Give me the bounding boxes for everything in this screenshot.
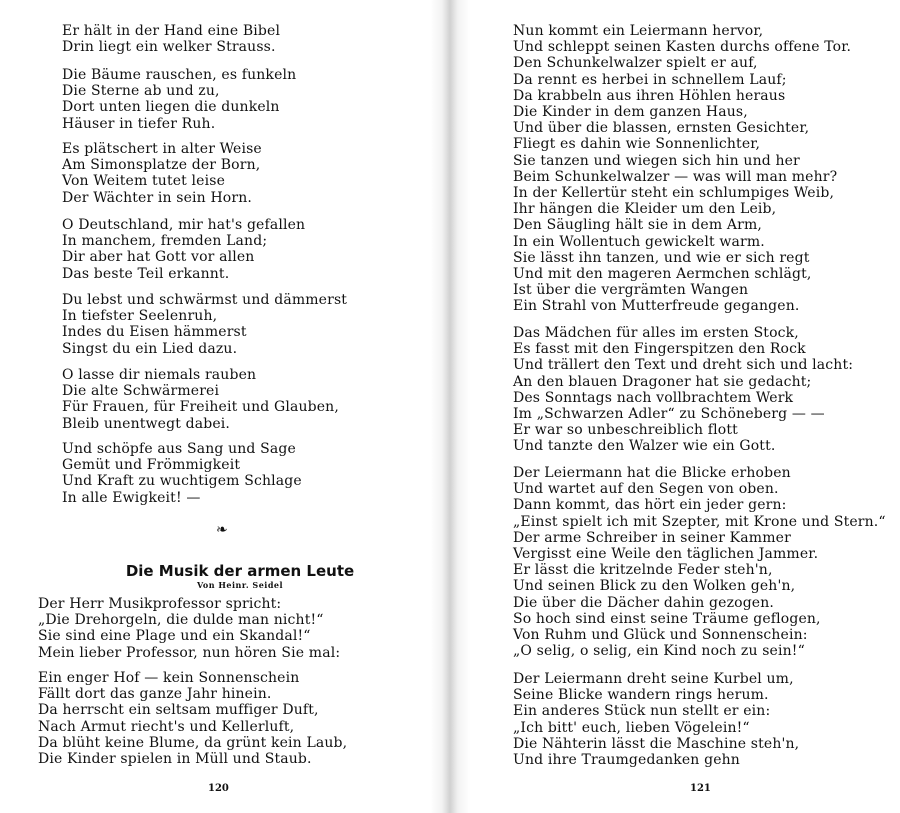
stanza bbox=[62, 367, 339, 432]
verse-line: Die Bäume rauschen, es funkeln bbox=[62, 67, 297, 83]
verse-line: Und schleppt seinen Kasten durchs offene Tor. bbox=[513, 39, 852, 56]
verse-line: Dort unten liegen die dunkeln bbox=[62, 99, 280, 116]
stanza bbox=[62, 141, 262, 206]
verse-line: Der Herr Musikprofessor spricht: bbox=[38, 596, 282, 612]
verse-line: Da rennt es herbei in schnellem Lauf; bbox=[513, 71, 787, 88]
verse-line: So hoch sind einst seine Träume geflogen, bbox=[513, 610, 821, 627]
verse-line: Der Leiermann hat die Blicke erhoben bbox=[513, 465, 791, 481]
verse-line: Der arme Schreiber in seiner Kammer bbox=[513, 529, 791, 546]
verse-line: Bleib unentwegt dabei. bbox=[62, 415, 230, 432]
verse-line: Sie sind eine Plage und ein Skandal!“ bbox=[38, 628, 311, 645]
verse-line: Und tanzte den Walzer wie ein Gott. bbox=[513, 438, 776, 455]
stanza bbox=[62, 441, 302, 506]
verse-line: Vergisst eine Weile den täglichen Jammer. bbox=[513, 546, 819, 563]
verse-line: Ist über die vergrämten Wangen bbox=[513, 282, 749, 299]
verse-line: Er hält in der Hand eine Bibel bbox=[62, 23, 281, 39]
verse-line: Ihr hängen die Kleider um den Leib, bbox=[513, 201, 777, 218]
verse-line: Mein lieber Professor, nun hören Sie mal: bbox=[38, 644, 341, 661]
verse-line: Sie lässt ihn tanzen, und wie er sich regt bbox=[513, 249, 810, 266]
verse-line: Du lebst und schwärmst und dämmerst bbox=[62, 292, 348, 308]
verse-line: Und trällert den Text und dreht sich und lacht: bbox=[513, 357, 854, 374]
verse-line: Die Sterne ab und zu, bbox=[62, 83, 220, 100]
verse-line: Häuser in tiefer Ruh. bbox=[62, 115, 216, 132]
stanza bbox=[513, 325, 853, 455]
verse-line: Ein Strahl von Mutterfreude gegangen. bbox=[513, 298, 800, 315]
verse-line: O Deutschland, mir hat's gefallen bbox=[62, 217, 306, 233]
verse-line: Und schöpfe aus Sang und Sage bbox=[62, 441, 296, 457]
verse-line: Von Ruhm und Glück und Sonnenschein: bbox=[513, 627, 808, 644]
verse-line: Den Säugling hält sie in dem Arm, bbox=[513, 217, 762, 234]
verse-line: Das Mädchen für alles im ersten Stock, bbox=[513, 325, 799, 341]
verse-line: Gemüt und Frömmigkeit bbox=[62, 457, 241, 474]
verse-line: Der Leiermann dreht seine Kurbel um, bbox=[513, 671, 794, 687]
verse-line: Dann kommt, das hört ein jeder gern: bbox=[513, 497, 787, 514]
verse-line: Von Weitem tutet leise bbox=[62, 173, 226, 190]
verse-line: In manchem, fremden Land; bbox=[62, 233, 268, 250]
page-number-left: 120 bbox=[208, 783, 229, 794]
verse-line: „Die Drehorgeln, die dulde man nicht!“ bbox=[38, 612, 324, 629]
poem-title: Die Musik der armen Leute bbox=[125, 562, 355, 580]
stanza bbox=[513, 23, 851, 315]
verse-line: „O selig, o selig, ein Kind noch zu sein!“ bbox=[513, 643, 805, 660]
verse-line: Und mit den mageren Aermchen schlägt, bbox=[513, 266, 812, 283]
verse-line: Für Frauen, für Freiheit und Glauben, bbox=[62, 399, 339, 416]
verse-line: In der Kellertür steht ein schlumpiges Weib, bbox=[513, 185, 835, 202]
verse-line: Am Simonsplatze der Born, bbox=[62, 157, 261, 174]
verse-line: Ein anderes Stück nun stellt er ein: bbox=[513, 703, 771, 720]
verse-line: Indes du Eisen hämmerst bbox=[62, 324, 247, 341]
verse-line: In alle Ewigkeit! — bbox=[62, 489, 201, 506]
verse-line: Nun kommt ein Leiermann hervor, bbox=[513, 23, 764, 39]
verse-line: Drin liegt ein welker Strauss. bbox=[62, 39, 276, 56]
verse-line: Im „Schwarzen Adler“ zu Schöneberg — — bbox=[513, 406, 825, 423]
verse-line: Und wartet auf den Segen von oben. bbox=[513, 481, 779, 498]
verse-line: Ein enger Hof — kein Sonnenschein bbox=[38, 670, 300, 686]
verse-line: Beim Schunkelwalzer — was will man mehr? bbox=[513, 168, 838, 185]
verse-line: Und ihre Traumgedanken gehn bbox=[513, 752, 740, 769]
verse-line: Den Schunkelwalzer spielt er auf, bbox=[513, 55, 758, 72]
verse-line: Fällt dort das ganze Jahr hinein. bbox=[38, 686, 272, 703]
verse-line: Die alte Schwärmerei bbox=[62, 383, 220, 400]
verse-line: Das beste Teil erkannt. bbox=[62, 265, 230, 282]
verse-line: Die Kinder spielen in Müll und Staub. bbox=[38, 751, 312, 768]
section-ornament: ❧ bbox=[216, 522, 228, 538]
verse-line: Dir aber hat Gott vor allen bbox=[62, 249, 255, 266]
stanza bbox=[513, 465, 886, 659]
verse-line: Fliegt es dahin wie Sonnenlichter, bbox=[513, 136, 761, 153]
verse-line: Sie tanzen und wiegen sich hin und her bbox=[513, 152, 800, 169]
verse-line: An den blauen Dragoner hat sie gedacht; bbox=[513, 373, 812, 390]
verse-line: Die über die Dächer dahin gezogen. bbox=[513, 594, 775, 611]
verse-line: Da blüht keine Blume, da grünt kein Laub, bbox=[38, 734, 348, 751]
poem-byline: Von Heinr. Seidel bbox=[196, 580, 284, 590]
verse-line: „Ich bitt' euch, lieben Vögelein!“ bbox=[513, 719, 750, 736]
stanza bbox=[513, 671, 799, 768]
verse-line: Und über die blassen, ernsten Gesichter, bbox=[513, 120, 810, 137]
verse-line: O lasse dir niemals rauben bbox=[62, 367, 257, 383]
verse-line: Da krabbeln aus ihren Höhlen heraus bbox=[513, 87, 786, 104]
verse-line: In ein Wollentuch gewickelt warm. bbox=[513, 233, 765, 250]
verse-line: Da herrscht ein seltsam muffiger Duft, bbox=[38, 702, 319, 719]
left-page bbox=[0, 0, 440, 813]
verse-line: Er war so unbeschreiblich flott bbox=[513, 422, 738, 439]
verse-line: Und seinen Blick zu den Wolken geh'n, bbox=[513, 578, 796, 595]
verse-line: Singst du ein Lied dazu. bbox=[62, 340, 238, 357]
stanza bbox=[62, 67, 296, 132]
stanza bbox=[38, 596, 340, 661]
verse-line: Es plätschert in alter Weise bbox=[62, 141, 262, 157]
stanza bbox=[62, 217, 305, 282]
stanza bbox=[62, 292, 347, 357]
verse-line: In tiefster Seelenruh, bbox=[62, 308, 218, 325]
verse-line: Des Sonntags nach vollbrachtem Werk bbox=[513, 389, 794, 406]
stanza bbox=[38, 670, 347, 767]
verse-line: Es fasst mit den Fingerspitzen den Rock bbox=[513, 341, 806, 358]
page-number-right: 121 bbox=[690, 783, 711, 794]
verse-line: Er lässt die kritzelnde Feder steh'n, bbox=[513, 562, 773, 579]
verse-line: Und Kraft zu wuchtigem Schlage bbox=[62, 473, 302, 490]
verse-line: Seine Blicke wandern rings herum. bbox=[513, 687, 769, 704]
verse-line: Nach Armut riecht's und Kellerluft, bbox=[38, 718, 295, 735]
verse-line: Der Wächter in sein Horn. bbox=[62, 189, 252, 206]
verse-line: Die Nähterin lässt die Maschine steh'n, bbox=[513, 735, 800, 752]
verse-line: Die Kinder in dem ganzen Haus, bbox=[513, 104, 748, 121]
verse-line: „Einst spielt ich mit Szepter, mit Krone und Stern.“ bbox=[513, 513, 886, 530]
stanza bbox=[62, 23, 280, 55]
